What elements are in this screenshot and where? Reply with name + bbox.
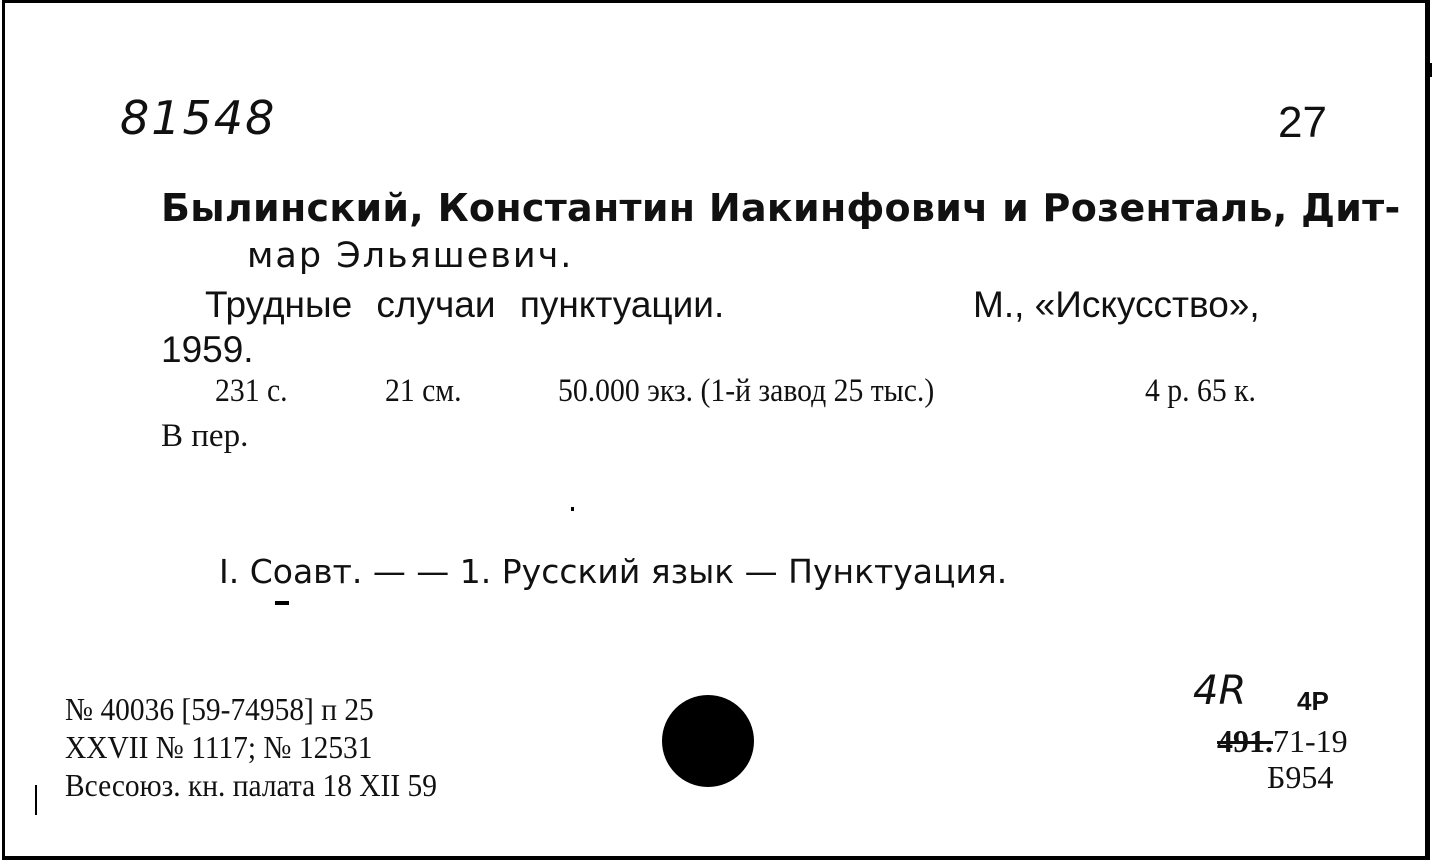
subject-headings: I. Соавт. — — 1. Русский язык — Пунктуация.	[219, 552, 1008, 591]
card-number: 27	[1278, 98, 1327, 147]
book-title: Трудные случаи пунктуации.	[205, 284, 725, 325]
publisher: М., «Искусство»,	[973, 284, 1260, 325]
handwritten-mark: 4R	[1193, 668, 1247, 714]
registration-line-3: Всесоюз. кн. палата 18 XII 59	[65, 767, 437, 803]
handwritten-accession-number: 81548	[120, 91, 277, 145]
ink-speck	[275, 601, 289, 605]
page-count: 231 с.	[215, 373, 288, 409]
registration-line-1: № 40036 [59-74958] п 25	[65, 691, 374, 727]
author-sign: Б954	[1267, 759, 1334, 795]
catalog-card	[2, 0, 1430, 860]
price: 4 р. 65 к.	[1145, 373, 1256, 409]
binding: В пер.	[161, 418, 249, 454]
punch-hole	[662, 695, 754, 787]
author-line-1: Былинский, Константин Иакинфович и Розенталь, Дит-	[161, 186, 1401, 230]
code-rest: 71-19	[1273, 723, 1348, 759]
classification-code	[1217, 725, 1348, 757]
edge-mark	[1430, 63, 1432, 77]
print-run: 50.000 экз. (1-й завод 25 тыс.)	[558, 373, 935, 409]
edge-mark	[35, 785, 37, 815]
classification-mark: 4P	[1297, 686, 1329, 716]
registration-line-2: XXVII № 1117; № 12531	[65, 729, 373, 765]
author-line-2: мар Эльяшевич.	[247, 236, 574, 276]
struck-code: 491.	[1217, 723, 1273, 759]
book-size: 21 см.	[385, 373, 462, 409]
ink-speck	[571, 507, 574, 511]
publication-year: 1959.	[161, 329, 254, 370]
